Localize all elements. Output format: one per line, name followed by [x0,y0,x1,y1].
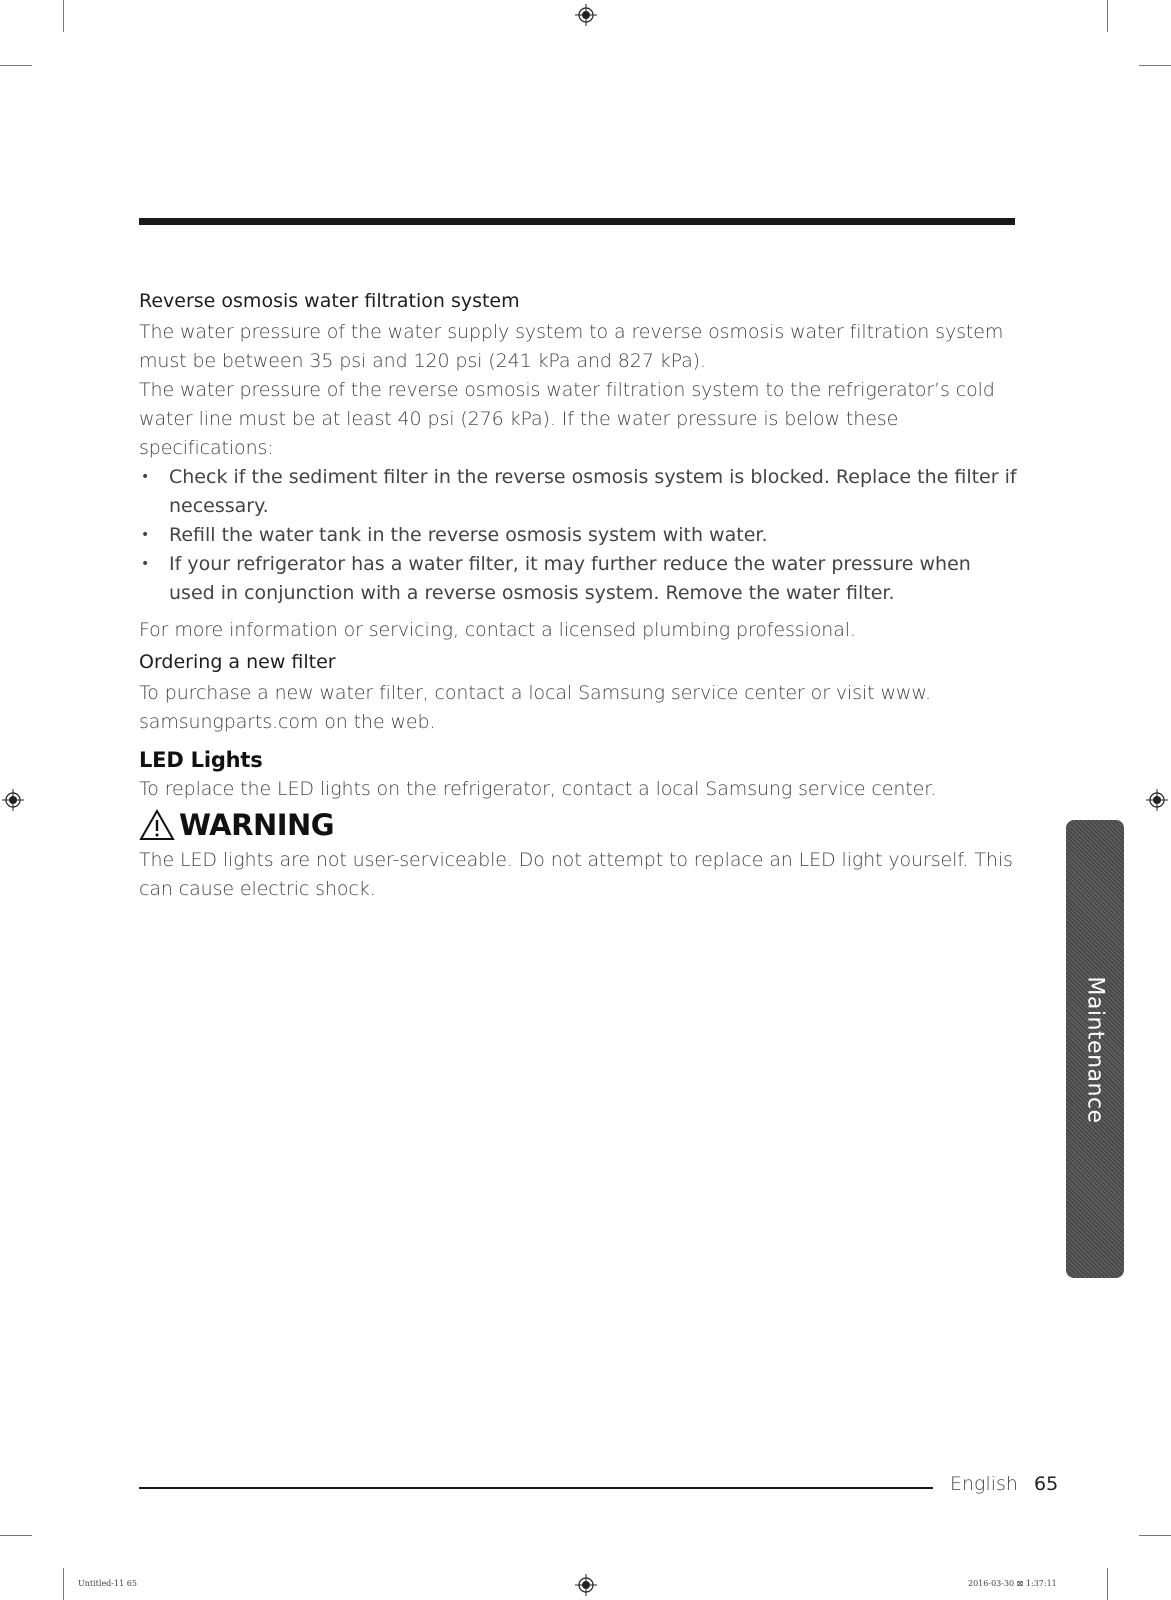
led-paragraph: To replace the LED lights on the refrigerator, contact a local Samsung service center. [139,778,937,800]
crop-mark [1107,0,1108,32]
page-number: 65 [1034,1473,1059,1495]
list-item: • Refill the water tank in the reverse osmosis system with water. [139,521,1019,550]
footer-rule [139,1487,933,1489]
order-heading: Ordering a new filter [139,651,336,673]
warning-paragraph: The LED lights are not user-serviceable. Do not attempt to replace an LED light yourself. This can cause electric shock. [139,849,1013,900]
crop-mark [1139,65,1171,66]
list-item: • If your refrigerator has a water filter, it may further reduce the water pressure when used in conjunction with a reverse osmosis system. Remove the water filter. [139,550,1019,608]
ro-heading: Reverse osmosis water filtration system [139,290,520,312]
warning-triangle-icon [139,809,175,841]
page-content [139,288,1019,904]
crop-mark [63,0,64,32]
crop-mark [1107,1568,1108,1600]
warning-title: WARNING [179,808,335,842]
registration-mark-icon [575,4,597,26]
ro-paragraph-1: The water pressure of the water supply system to a reverse osmosis water filtration system must be between 35 psi and 120 psi (241 kPa and 827 kPa). [139,321,1004,372]
section-top-rule [139,218,1015,225]
registration-mark-icon [2,789,24,811]
crop-mark [0,65,32,66]
chapter-tab-label: Maintenance [1082,976,1108,1124]
crop-mark [0,1535,32,1536]
ro-paragraph-2: The water pressure of the reverse osmosis water filtration system to the refrigerator’s cold water line must be at least 40 psi (276 kPa). If the water pressure is below these specifications: [139,379,995,459]
registration-mark-icon [1146,789,1168,811]
footer-language: English [950,1473,1018,1495]
order-paragraph: To purchase a new water filter, contact a local Samsung service center or visit www. samsungparts.com on the web. [139,682,931,733]
warning-header [139,808,1019,842]
print-slug-right: 2016-03-30 ⊠ 1:37:11 [968,1579,1057,1588]
led-heading: LED Lights [139,748,263,772]
registration-mark-icon [575,1574,597,1596]
print-slug-left: Untitled-11 65 [78,1579,137,1588]
list-item: • Check if the sediment filter in the reverse osmosis system is blocked. Replace the filter if necessary. [139,463,1019,521]
crop-mark [63,1568,64,1600]
ro-paragraph-3: For more information or servicing, contact a licensed plumbing professional. [139,619,856,641]
ro-bullet-list [139,463,1019,608]
crop-mark [1139,1535,1171,1536]
